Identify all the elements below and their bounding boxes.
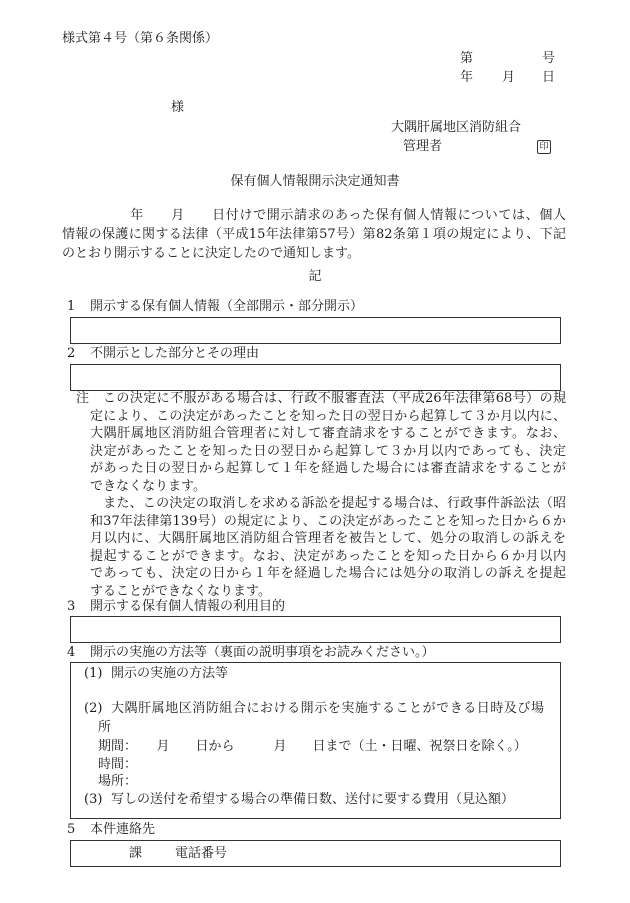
non-disclosure-reason-field <box>70 364 561 391</box>
note-line: 大隅肝属地区消防組合管理者に対して審査請求をすることができます。なお、 <box>90 426 566 441</box>
period-line: 期間： 月 日から 月 日まで（土・日曜、祝祭日を除く。） <box>98 739 527 754</box>
item-number: (2) <box>84 701 103 716</box>
note-line: この決定に不服がある場合は、行政不服審査法（平成26年法律第68号）の規 <box>103 391 566 406</box>
seal-mark: 印 <box>537 140 551 154</box>
note-line: することができなくなります。 <box>90 583 271 599</box>
disclosed-information-field <box>70 317 561 344</box>
item-text: 大隅肝属地区消防組合における開示を実施することができる日時及び場 <box>111 701 544 716</box>
date-year-label: 年 <box>460 70 474 85</box>
section-label: 開示する保有個人情報（全部開示・部分開示） <box>90 299 364 314</box>
body-line: のとおり開示することに決定したので通知します。 <box>62 246 360 261</box>
section-number: 2 <box>67 346 76 361</box>
note-line: 提起することができます。なお、決定があったことを知った日から６か月以内 <box>90 548 566 564</box>
section-label: 本件連絡先 <box>90 822 156 837</box>
note-line: であっても、決定の日から１年を経過した場合には処分の取消しの訴えを提起 <box>90 566 566 581</box>
document-number-prefix: 第 <box>460 51 474 66</box>
note-line: 月以内に、大隅肝属地区消防組合管理者を被告として、処分の取消しの訴えを <box>90 531 566 546</box>
item-text-continuation: 所 <box>98 720 112 735</box>
item-number: (1) <box>84 666 103 681</box>
section-label: 開示の実施の方法等（裏面の説明事項をお読みください。） <box>90 645 435 660</box>
issuer-organization: 大隅肝属地区消防組合 <box>391 120 522 135</box>
record-mark: 記 <box>308 269 322 284</box>
contact-phone-label: 電話番号 <box>175 846 228 861</box>
body-line: 年 月 日付けで開示請求のあった保有個人情報については、個人 <box>62 208 566 223</box>
date-day-label: 日 <box>542 70 556 85</box>
section-number: 4 <box>67 645 76 660</box>
time-label: 時間： <box>98 757 138 772</box>
body-line: 情報の保護に関する法律（平成15年法律第57号）第82条第１項の規定により、下記 <box>62 227 566 242</box>
note-line: また、この決定の取消しを求める訴訟を提起する場合は、行政事件訴訟法（昭 <box>90 496 566 511</box>
usage-purpose-field <box>70 616 561 643</box>
addressee-honorific: 様 <box>171 100 185 115</box>
date-month-label: 月 <box>502 70 516 85</box>
place-label: 場所： <box>98 774 138 789</box>
document-title: 保有個人情報開示決定通知書 <box>230 174 400 189</box>
section-number: 1 <box>67 299 76 314</box>
note-line: できなくなります。 <box>90 478 206 494</box>
issuer-title: 管理者 <box>403 139 443 154</box>
contact-field <box>70 840 561 867</box>
note-line: 決定があったことを知った日の翌日から起算して３か月以内であっても、決定 <box>90 443 566 459</box>
form-number: 様式第４号（第６条関係） <box>62 31 219 46</box>
note-line: 和37年法律第139号）の規定により、この決定があったことを知った日から６か <box>90 513 566 529</box>
item-text: 開示の実施の方法等 <box>111 666 229 681</box>
contact-department-suffix: 課 <box>129 846 143 861</box>
section-label: 開示する保有個人情報の利用目的 <box>90 599 286 614</box>
body-paragraph <box>62 206 566 263</box>
section-number: 3 <box>67 599 76 614</box>
note-line: があった日の翌日から起算して１年を経過した場合には審査請求をすることが <box>90 461 566 476</box>
note-marker: 注 <box>76 391 90 406</box>
document-number-suffix: 号 <box>542 51 556 66</box>
item-text: 写しの送付を希望する場合の準備日数、送付に要する費用（見込額） <box>111 792 515 807</box>
note-line: 定により、この決定があったことを知った日の翌日から起算して３か月以内に、 <box>90 408 566 424</box>
section-number: 5 <box>67 822 76 837</box>
section-label: 不開示とした部分とその理由 <box>90 346 260 361</box>
item-number: (3) <box>84 792 103 807</box>
note-paragraph <box>90 390 566 600</box>
